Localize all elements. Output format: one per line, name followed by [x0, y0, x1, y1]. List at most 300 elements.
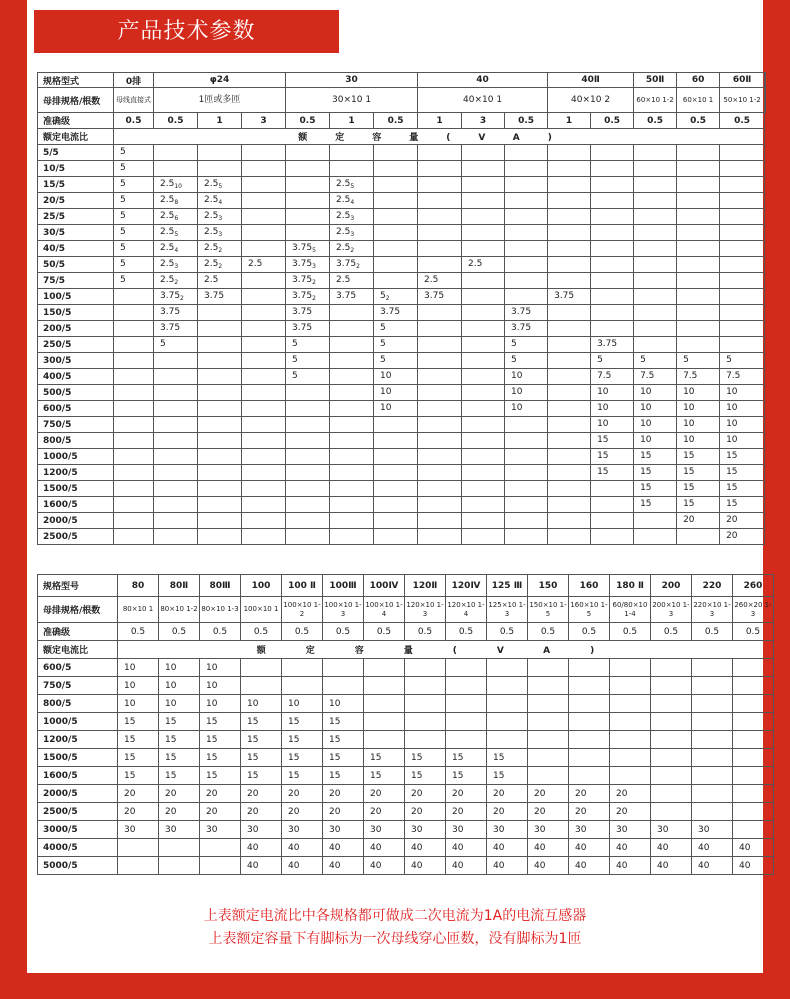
- capacity-cell: [418, 433, 462, 449]
- capacity-cell: [323, 659, 364, 677]
- accuracy-cell: 0.5: [159, 623, 200, 641]
- capacity-cell: [242, 193, 286, 209]
- capacity-value: 3.75: [292, 323, 313, 333]
- capacity-value: 3.75: [511, 307, 532, 317]
- capacity-cell: [528, 767, 569, 785]
- capacity-cell: [505, 369, 548, 385]
- capacity-cell: [462, 497, 505, 513]
- capacity-cell: [114, 337, 154, 353]
- capacity-cell: [677, 177, 720, 193]
- capacity-cell: 30: [241, 821, 282, 839]
- capacity-value: 2.5: [204, 275, 219, 285]
- capacity-cell: [548, 449, 591, 465]
- capacity-value: 15: [597, 451, 609, 461]
- capacity-cell: [677, 337, 720, 353]
- table-row: [38, 839, 774, 857]
- capacity-cell: [591, 481, 634, 497]
- capacity-value: 3.75: [424, 291, 445, 301]
- capacity-cell: [405, 677, 446, 695]
- capacity-cell: 10: [159, 677, 200, 695]
- capacity-cell: 15: [200, 767, 241, 785]
- turns-subscript: 2: [174, 279, 179, 286]
- capacity-cell: [374, 177, 418, 193]
- table-row: [38, 241, 766, 257]
- capacity-cell: [548, 193, 591, 209]
- capacity-cell: [286, 257, 330, 273]
- ratio-cell: 1500/5: [38, 481, 114, 497]
- capacity-cell: [154, 417, 198, 433]
- capacity-cell: [591, 465, 634, 481]
- capacity-value: 15: [640, 483, 652, 493]
- capacity-cell: [374, 529, 418, 545]
- model-header: [765, 73, 766, 88]
- capacity-cell: [446, 713, 487, 731]
- capacity-cell: [159, 839, 200, 857]
- capacity-cell: [634, 241, 677, 257]
- model-label: 规格型式: [38, 73, 114, 88]
- footnote-1: 上表额定电流比中各规格都可做成二次电流为1A的电流互感器: [203, 908, 587, 924]
- header-row-busbar: [38, 88, 766, 113]
- capacity-cell: 40: [569, 839, 610, 857]
- capacity-cell: [720, 225, 765, 241]
- capacity-cell: [242, 385, 286, 401]
- capacity-cell: [505, 321, 548, 337]
- capacity-cell: [733, 785, 774, 803]
- capacity-cell: 20: [364, 803, 405, 821]
- capacity-cell: [330, 273, 374, 289]
- capacity-cell: [198, 417, 242, 433]
- capacity-value: 3.75: [511, 323, 532, 333]
- capacity-cell: 40: [610, 839, 651, 857]
- accuracy-cell: 1: [330, 113, 374, 129]
- capacity-value: 5: [120, 147, 126, 157]
- capacity-cell: [548, 513, 591, 529]
- rated-capacity-header: 额定容量(VA): [114, 129, 765, 145]
- capacity-cell: 15: [282, 749, 323, 767]
- busbar-header: 40×10 2: [548, 88, 634, 113]
- accuracy-cell: 0.5: [610, 623, 651, 641]
- capacity-cell: [720, 273, 765, 289]
- capacity-cell: [548, 289, 591, 305]
- capacity-cell: 15: [241, 713, 282, 731]
- capacity-cell: [548, 369, 591, 385]
- capacity-cell: [591, 385, 634, 401]
- accuracy-cell: 0.5: [118, 623, 159, 641]
- capacity-cell: [677, 209, 720, 225]
- capacity-cell: 10: [200, 659, 241, 677]
- capacity-cell: [198, 481, 242, 497]
- capacity-value: 2.5: [336, 211, 351, 221]
- capacity-cell: [330, 369, 374, 385]
- capacity-cell: [591, 353, 634, 369]
- capacity-cell: [364, 731, 405, 749]
- capacity-value: 10: [380, 403, 392, 413]
- capacity-cell: [462, 401, 505, 417]
- capacity-cell: 40: [364, 857, 405, 875]
- capacity-cell: 15: [159, 767, 200, 785]
- rated-capacity-header: 额定容量(VA): [118, 641, 774, 659]
- capacity-cell: [720, 433, 765, 449]
- table-row: [38, 821, 774, 839]
- capacity-cell: [634, 401, 677, 417]
- capacity-cell: [330, 257, 374, 273]
- capacity-cell: [462, 257, 505, 273]
- capacity-cell: [286, 481, 330, 497]
- ratio-cell: 15/5: [38, 177, 114, 193]
- capacity-cell: [330, 465, 374, 481]
- capacity-cell: [286, 337, 330, 353]
- capacity-cell: [634, 385, 677, 401]
- capacity-cell: 10: [200, 677, 241, 695]
- turns-subscript: 2: [385, 295, 390, 302]
- capacity-cell: [591, 209, 634, 225]
- capacity-value: 20: [726, 531, 738, 541]
- capacity-cell: [548, 337, 591, 353]
- accuracy-cell: 0.5: [720, 113, 765, 129]
- capacity-cell: [418, 305, 462, 321]
- capacity-cell: [241, 677, 282, 695]
- accuracy-cell: 0.5: [374, 113, 418, 129]
- capacity-cell: [634, 321, 677, 337]
- capacity-cell: [374, 337, 418, 353]
- ratio-cell: 30/5: [38, 225, 114, 241]
- table-row: [38, 225, 766, 241]
- capacity-cell: [634, 177, 677, 193]
- capacity-cell: [720, 369, 765, 385]
- model-header: 80Ⅱ: [159, 575, 200, 597]
- capacity-value: 5: [160, 339, 166, 349]
- capacity-cell: [610, 767, 651, 785]
- capacity-cell: [418, 417, 462, 433]
- capacity-cell: [374, 257, 418, 273]
- capacity-cell: [198, 513, 242, 529]
- model-header: 200: [651, 575, 692, 597]
- busbar-header: 60/80×10 1-4: [610, 597, 651, 623]
- turns-subscript: 2: [180, 295, 184, 302]
- capacity-cell: [733, 767, 774, 785]
- capacity-cell: [569, 767, 610, 785]
- busbar-header: 母线直接式: [114, 88, 154, 113]
- capacity-cell: [286, 145, 330, 161]
- model-header: 100Ⅳ: [364, 575, 405, 597]
- capacity-cell: 15: [282, 713, 323, 731]
- capacity-cell: [330, 145, 374, 161]
- header-row-accuracy: [38, 623, 774, 641]
- capacity-cell: [242, 449, 286, 465]
- capacity-value: 10: [380, 387, 392, 397]
- capacity-cell: 10: [118, 677, 159, 695]
- model-header: 100 Ⅱ: [282, 575, 323, 597]
- capacity-cell: [462, 337, 505, 353]
- capacity-value: 2.5: [160, 195, 175, 205]
- capacity-cell: [418, 385, 462, 401]
- capacity-cell: [462, 225, 505, 241]
- capacity-cell: [242, 369, 286, 385]
- model-header: 150: [528, 575, 569, 597]
- capacity-value: 3.75: [204, 291, 225, 301]
- capacity-cell: [330, 433, 374, 449]
- capacity-cell: [154, 497, 198, 513]
- capacity-value: 3.75: [292, 243, 313, 253]
- capacity-cell: [418, 449, 462, 465]
- table-row: [38, 803, 774, 821]
- capacity-cell: [505, 401, 548, 417]
- capacity-cell: [114, 417, 154, 433]
- capacity-cell: [154, 305, 198, 321]
- capacity-value: 15: [726, 483, 738, 493]
- busbar-header: 120×10 1-3: [405, 597, 446, 623]
- busbar-header: 100×10 1-3: [323, 597, 364, 623]
- capacity-value: 5: [120, 275, 126, 285]
- capacity-value: 15: [726, 467, 738, 477]
- capacity-cell: [591, 289, 634, 305]
- capacity-cell: [548, 417, 591, 433]
- capacity-cell: [651, 749, 692, 767]
- capacity-value: 5: [640, 355, 646, 365]
- capacity-cell: [286, 353, 330, 369]
- capacity-cell: [591, 161, 634, 177]
- turns-subscript: 5: [218, 183, 223, 190]
- capacity-cell: [610, 749, 651, 767]
- capacity-cell: [330, 417, 374, 433]
- capacity-cell: [154, 337, 198, 353]
- capacity-cell: [569, 713, 610, 731]
- capacity-cell: [364, 713, 405, 731]
- capacity-cell: [591, 321, 634, 337]
- capacity-cell: [505, 193, 548, 209]
- capacity-cell: [418, 161, 462, 177]
- capacity-value: 3.75: [380, 307, 401, 317]
- capacity-cell: [286, 513, 330, 529]
- table-row: [38, 529, 766, 545]
- ratio-cell: 25/5: [38, 209, 114, 225]
- capacity-cell: [198, 145, 242, 161]
- capacity-cell: [610, 731, 651, 749]
- capacity-cell: 10: [118, 695, 159, 713]
- capacity-value: 10: [726, 435, 738, 445]
- capacity-cell: [242, 353, 286, 369]
- accuracy-cell: 1: [548, 113, 591, 129]
- capacity-cell: [286, 369, 330, 385]
- busbar-header: 50×10 1-2: [720, 88, 765, 113]
- capacity-cell: [462, 433, 505, 449]
- accuracy-cell: 0.5: [241, 623, 282, 641]
- capacity-cell: [548, 273, 591, 289]
- capacity-cell: 20: [569, 785, 610, 803]
- capacity-cell: [487, 677, 528, 695]
- ratio-cell: 100/5: [38, 289, 114, 305]
- capacity-cell: [446, 677, 487, 695]
- capacity-cell: [286, 465, 330, 481]
- capacity-cell: [198, 225, 242, 241]
- capacity-cell: 30: [651, 821, 692, 839]
- footnotes: [27, 905, 763, 951]
- capacity-cell: [198, 257, 242, 273]
- capacity-cell: [154, 161, 198, 177]
- capacity-cell: [364, 695, 405, 713]
- capacity-cell: [462, 145, 505, 161]
- capacity-cell: [446, 695, 487, 713]
- ratio-cell: 2000/5: [38, 785, 118, 803]
- accuracy-cell: 3: [242, 113, 286, 129]
- ratio-cell: 1000/5: [38, 713, 118, 731]
- capacity-cell: [154, 369, 198, 385]
- table-row: [38, 417, 766, 433]
- model-header: 50Ⅱ: [634, 73, 677, 88]
- capacity-cell: 40: [569, 857, 610, 875]
- capacity-value: 10: [726, 387, 738, 397]
- capacity-value: 10: [683, 403, 695, 413]
- capacity-cell: [405, 659, 446, 677]
- capacity-cell: [242, 305, 286, 321]
- capacity-cell: [198, 321, 242, 337]
- capacity-cell: [591, 257, 634, 273]
- capacity-cell: [634, 225, 677, 241]
- capacity-cell: 40: [282, 857, 323, 875]
- capacity-value: 10: [597, 419, 609, 429]
- busbar-header: 200×10 1-3: [651, 597, 692, 623]
- capacity-value: 3.75: [292, 291, 313, 301]
- capacity-cell: [505, 225, 548, 241]
- capacity-value: 2.5: [336, 275, 351, 285]
- capacity-cell: [286, 497, 330, 513]
- capacity-cell: [286, 417, 330, 433]
- busbar-label: 母排规格/根数: [38, 597, 118, 623]
- capacity-cell: 40: [241, 857, 282, 875]
- accuracy-cell: 0.5: [364, 623, 405, 641]
- capacity-cell: [634, 289, 677, 305]
- capacity-cell: [462, 177, 505, 193]
- capacity-cell: [200, 857, 241, 875]
- capacity-value: 2.5: [204, 195, 219, 205]
- capacity-cell: 30: [405, 821, 446, 839]
- capacity-cell: [634, 417, 677, 433]
- capacity-value: 20: [683, 515, 695, 525]
- capacity-cell: [505, 161, 548, 177]
- capacity-cell: 40: [487, 857, 528, 875]
- turns-subscript: 5: [350, 183, 355, 190]
- turns-subscript: 5: [312, 247, 316, 254]
- table-row: [38, 177, 766, 193]
- capacity-cell: [330, 305, 374, 321]
- capacity-cell: 10: [159, 659, 200, 677]
- ratio-cell: 2500/5: [38, 529, 114, 545]
- capacity-cell: 30: [159, 821, 200, 839]
- table-row: [38, 713, 774, 731]
- capacity-cell: [634, 529, 677, 545]
- capacity-cell: [677, 225, 720, 241]
- capacity-cell: [591, 193, 634, 209]
- capacity-cell: [118, 857, 159, 875]
- ratio-cell: 200/5: [38, 321, 114, 337]
- capacity-cell: [548, 465, 591, 481]
- turns-subscript: 3: [218, 215, 223, 222]
- capacity-value: 7.5: [726, 371, 741, 381]
- capacity-cell: [720, 401, 765, 417]
- capacity-cell: 40: [282, 839, 323, 857]
- capacity-cell: 30: [446, 821, 487, 839]
- capacity-cell: [548, 353, 591, 369]
- capacity-cell: 15: [487, 749, 528, 767]
- turns-subscript: 2: [218, 247, 223, 254]
- capacity-value: 2.5: [336, 227, 351, 237]
- capacity-cell: 40: [446, 857, 487, 875]
- capacity-cell: [505, 273, 548, 289]
- capacity-cell: [462, 193, 505, 209]
- turns-subscript: 10: [174, 183, 182, 190]
- capacity-cell: 20: [282, 785, 323, 803]
- capacity-cell: 15: [323, 767, 364, 785]
- busbar-header: [765, 88, 766, 113]
- ratio-cell: 750/5: [38, 677, 118, 695]
- capacity-cell: 30: [364, 821, 405, 839]
- capacity-cell: [733, 677, 774, 695]
- capacity-cell: [677, 513, 720, 529]
- ratio-cell: 5/5: [38, 145, 114, 161]
- capacity-value: 3.75: [292, 275, 313, 285]
- capacity-value: 5: [120, 227, 126, 237]
- accuracy-cell: 0.5: [114, 113, 154, 129]
- spec-sheet: [27, 0, 772, 973]
- capacity-cell: [569, 677, 610, 695]
- capacity-cell: [418, 225, 462, 241]
- accuracy-cell: 0.5: [323, 623, 364, 641]
- table-row: [38, 449, 766, 465]
- header-row-model: [38, 73, 766, 88]
- capacity-cell: 10: [159, 695, 200, 713]
- capacity-cell: 15: [405, 749, 446, 767]
- capacity-cell: [114, 145, 154, 161]
- capacity-cell: [548, 497, 591, 513]
- capacity-cell: 20: [159, 803, 200, 821]
- capacity-cell: 30: [569, 821, 610, 839]
- capacity-cell: [651, 677, 692, 695]
- capacity-cell: [154, 449, 198, 465]
- capacity-cell: 10: [118, 659, 159, 677]
- capacity-cell: [242, 177, 286, 193]
- capacity-cell: 15: [241, 767, 282, 785]
- capacity-cell: [418, 497, 462, 513]
- capacity-cell: [720, 161, 765, 177]
- capacity-cell: 30: [118, 821, 159, 839]
- busbar-header: 150×10 1-5: [528, 597, 569, 623]
- capacity-cell: [242, 481, 286, 497]
- capacity-cell: [286, 193, 330, 209]
- capacity-cell: 30: [282, 821, 323, 839]
- turns-subscript: 2: [350, 247, 355, 254]
- capacity-cell: [692, 767, 733, 785]
- capacity-cell: [154, 209, 198, 225]
- capacity-cell: 20: [364, 785, 405, 803]
- capacity-cell: 15: [159, 749, 200, 767]
- capacity-cell: 15: [364, 749, 405, 767]
- capacity-value: 5: [511, 339, 517, 349]
- capacity-cell: [242, 401, 286, 417]
- capacity-value: 2.5: [204, 179, 219, 189]
- capacity-cell: [677, 449, 720, 465]
- capacity-cell: [198, 177, 242, 193]
- capacity-cell: [720, 465, 765, 481]
- capacity-cell: [505, 209, 548, 225]
- capacity-cell: [651, 803, 692, 821]
- capacity-cell: [528, 659, 569, 677]
- capacity-cell: 30: [200, 821, 241, 839]
- accuracy-cell: 0.5: [634, 113, 677, 129]
- table-row: [38, 677, 774, 695]
- capacity-cell: [286, 177, 330, 193]
- capacity-cell: [569, 749, 610, 767]
- table-row: [38, 497, 766, 513]
